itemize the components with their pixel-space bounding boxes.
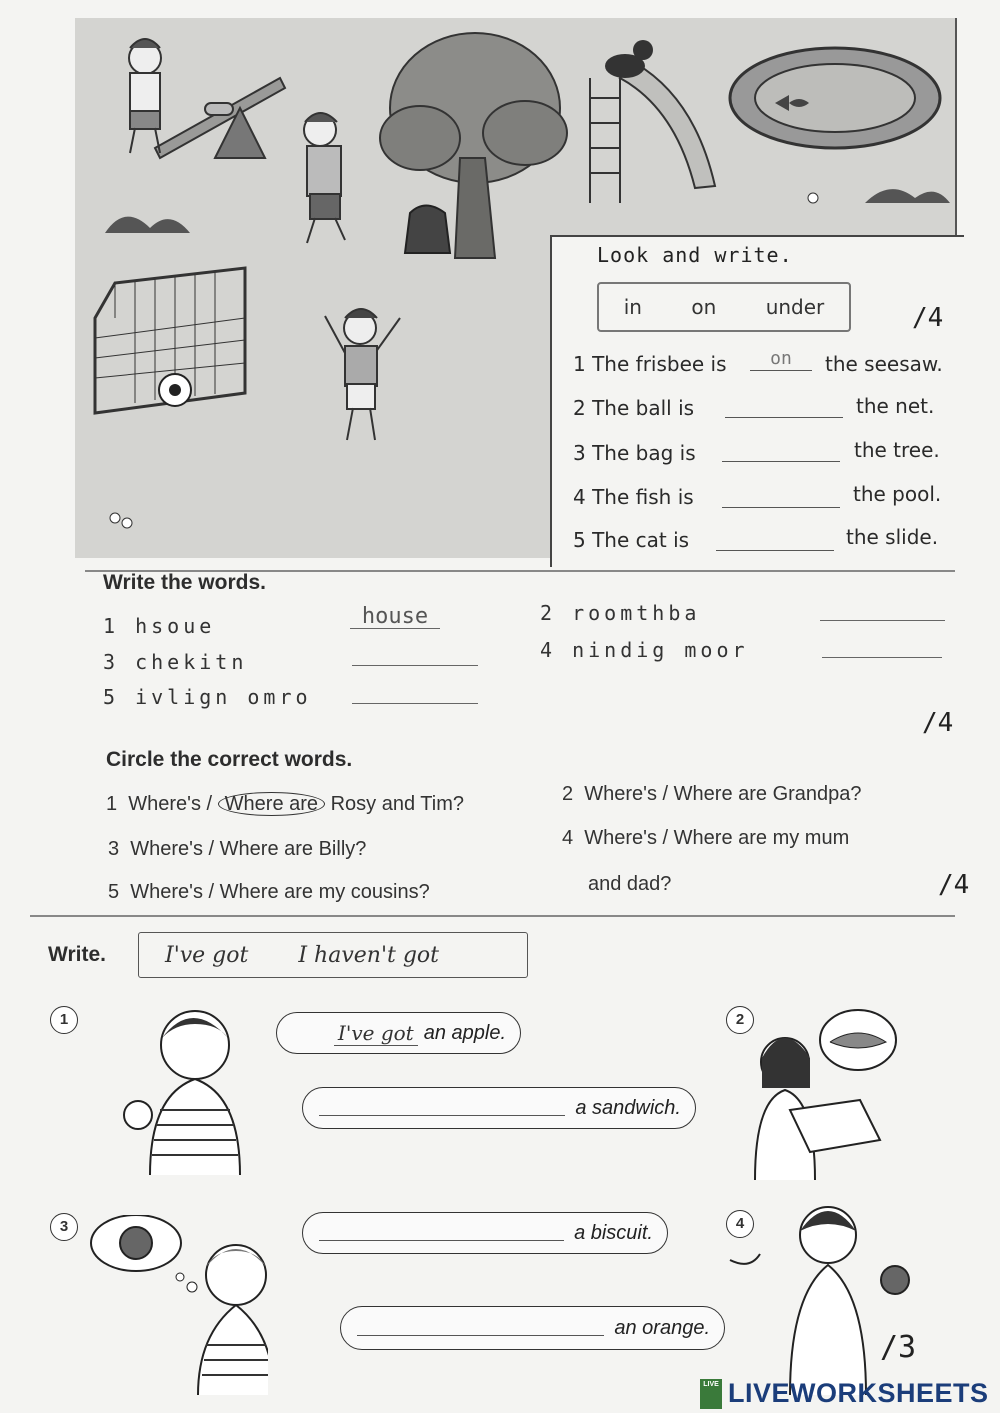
scrambled-item: 2 roomthba — [540, 601, 701, 625]
phrase-option: I haven't got — [298, 942, 439, 968]
answer-blank[interactable] — [352, 681, 478, 704]
section1-score: /4 — [912, 303, 944, 333]
scrambled-item: 3 chekitn — [103, 650, 248, 674]
answer-blank[interactable]: house — [350, 606, 440, 629]
sentence-number: 1 — [573, 352, 586, 376]
option-where-are[interactable]: Where are — [673, 827, 768, 849]
item-number-3: 3 — [50, 1213, 78, 1241]
phrase-option: I've got — [165, 942, 249, 968]
scrambled-letters: ivlign omro — [135, 685, 312, 709]
girl-with-lunchbox-drawing — [740, 1000, 900, 1180]
sentence-row — [573, 352, 727, 376]
answer-blank[interactable]: I've got — [334, 1021, 418, 1046]
sentence-end: the net. — [856, 394, 935, 418]
speech-bubble-4 — [340, 1306, 725, 1350]
speech-bubble-2 — [302, 1087, 696, 1129]
item-number-1: 1 — [50, 1006, 78, 1034]
sentence-number: 5 — [573, 528, 586, 552]
circle-item: 3 Where's / Where are Billy? — [108, 838, 367, 860]
word-option: on — [691, 295, 717, 319]
answer-blank[interactable] — [722, 441, 840, 462]
speech-bubble-1 — [276, 1012, 521, 1054]
object-text: a sandwich. — [575, 1096, 681, 1119]
answer-blank[interactable] — [319, 1226, 564, 1241]
option-where-are[interactable]: Where are — [673, 783, 768, 805]
sentence-number: 4 — [573, 485, 586, 509]
option-where-are-circled[interactable]: Where are — [218, 792, 325, 816]
section2-title: Write the words. — [103, 571, 266, 594]
option-wheres[interactable]: Where's — [130, 838, 203, 860]
sentence-start: The cat is — [592, 528, 690, 552]
sentence-end: the pool. — [853, 482, 942, 506]
scrambled-item: 4 nindig moor — [540, 638, 749, 662]
sentence-row — [573, 441, 696, 465]
boy-with-apple-drawing — [110, 1000, 280, 1180]
option-wheres[interactable]: Where's — [584, 827, 657, 849]
word-options-box — [597, 282, 851, 332]
circle-item: 4 Where's / Where are my mum — [562, 827, 850, 849]
logo-badge: LIVE — [700, 1379, 722, 1409]
option-wheres[interactable]: Where's — [130, 881, 203, 903]
section2-score: /4 — [922, 708, 954, 738]
sentence-start: The bag is — [592, 441, 696, 465]
answer-blank[interactable]: on — [750, 350, 812, 371]
answer-blank[interactable] — [352, 643, 478, 666]
sentence-number: 2 — [573, 396, 586, 420]
brand-name: LIVEWORKSHEETS — [728, 1378, 989, 1408]
section1-instruction: Look and write. — [597, 243, 793, 267]
item-number-2: 2 — [726, 1006, 754, 1034]
bag — [405, 206, 450, 254]
scrambled-letters: nindig moor — [572, 638, 749, 662]
sentence-start: The fish is — [592, 485, 694, 509]
scrambled-item: 1 hsoue — [103, 614, 216, 638]
sentence-end: the seesaw. — [825, 352, 943, 376]
section4-title: Write. — [48, 943, 106, 966]
answer-blank[interactable] — [725, 397, 843, 418]
scrambled-letters: chekitn — [135, 650, 248, 674]
speech-bubble-3 — [302, 1212, 668, 1254]
scrambled-letters: roomthba — [572, 601, 701, 625]
scrambled-item: 5 ivlign omro — [103, 685, 312, 709]
object-text: an orange. — [614, 1316, 710, 1339]
answer-blank[interactable] — [822, 635, 942, 658]
object-text: a biscuit. — [574, 1221, 653, 1244]
circle-item: 5 Where's / Where are my cousins? — [108, 881, 430, 903]
word-option: in — [623, 295, 642, 319]
option-wheres[interactable]: Where's — [128, 793, 201, 815]
section3-title: Circle the correct words. — [106, 748, 353, 771]
scrambled-letters: hsoue — [135, 614, 216, 638]
pool — [730, 48, 940, 148]
sentence-row — [573, 485, 694, 509]
sentence-row — [573, 396, 694, 420]
object-text: an apple. — [423, 1021, 506, 1044]
answer-blank[interactable] — [357, 1321, 604, 1336]
item-number-4: 4 — [726, 1210, 754, 1238]
sentence-end: the tree. — [854, 438, 940, 462]
answer-blank[interactable] — [722, 487, 840, 508]
phrase-options-box — [138, 932, 528, 978]
sentence-start: The frisbee is — [592, 352, 727, 376]
circle-item-continuation: and dad? — [588, 873, 672, 895]
section3-score: /4 — [938, 870, 970, 900]
word-option: under — [765, 295, 825, 319]
liveworksheets-logo — [700, 1378, 989, 1409]
circle-item: 1 Where's / Where are Rosy and Tim? — [106, 793, 464, 815]
sentence-end: the slide. — [846, 525, 939, 549]
sentence-row — [573, 528, 689, 552]
girl-with-orange-drawing — [720, 1195, 930, 1395]
circle-item: 2 Where's / Where are Grandpa? — [562, 783, 862, 805]
football — [159, 374, 191, 406]
answer-blank[interactable] — [319, 1101, 565, 1116]
answer-blank[interactable] — [820, 598, 945, 621]
section-divider — [30, 915, 955, 917]
answer-blank[interactable] — [716, 530, 834, 551]
option-wheres[interactable]: Where's — [584, 783, 657, 805]
option-where-are[interactable]: Where are — [219, 838, 314, 860]
sentence-number: 3 — [573, 441, 586, 465]
boy-thinking-biscuit-drawing — [88, 1215, 268, 1395]
section4-score: /3 — [880, 1330, 917, 1365]
option-where-are[interactable]: Where are — [219, 881, 314, 903]
sentence-start: The ball is — [592, 396, 695, 420]
